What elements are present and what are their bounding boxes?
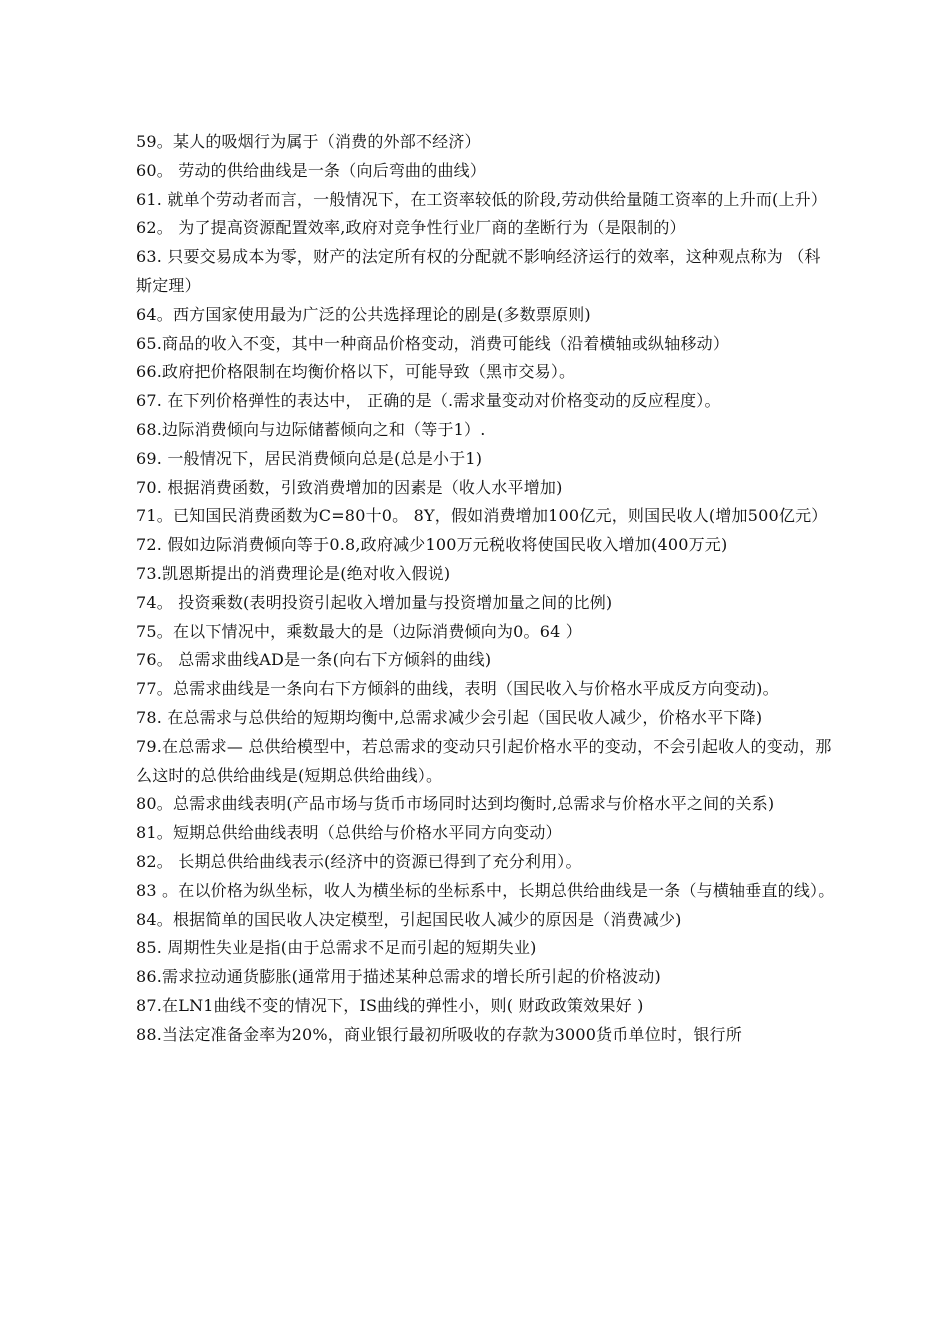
- item-84: 84。根据简单的国民收人决定模型，引起国民收人减少的原因是（消费减少): [136, 909, 682, 929]
- item-79: 79.在总需求— 总供给模型中，若总需求的变动只引起价格水平的变动，不会引起收人的变动，那么这时的总供给曲线是(短期总供给曲线）。: [136, 736, 832, 785]
- item-61: 61. 就单个劳动者而言，一般情况下，在工资率较低的阶段,劳动供给量随工资率的上升而(上升）: [136, 189, 828, 209]
- item-81: 81。短期总供给曲线表明（总供给与价格水平同方向变动）: [136, 823, 562, 843]
- item-86: 86.需求拉动通货膨胀(通常用于描述某种总需求的增长所引起的价格波动): [136, 967, 661, 987]
- item-78: 78. 在总需求与总供给的短期均衡中,总需求减少会引起（国民收人减少，价格水平下降): [136, 707, 763, 727]
- item-62: 62。 为了提高资源配置效率,政府对竞争性行业厂商的垄断行为（是限制的）: [136, 218, 686, 238]
- item-65: 65.商品的收入不变，其中一种商品价格变动，消费可能线（沿着横轴或纵轴移动）: [136, 333, 730, 353]
- item-60: 60。 劳动的供给曲线是一条（向后弯曲的曲线）: [136, 160, 487, 180]
- item-59: 59。某人的吸烟行为属于（消费的外部不经济）: [136, 132, 481, 151]
- item-74: 74。 投资乘数(表明投资引起收入增加量与投资增加量之间的比例): [136, 592, 613, 612]
- item-80: 80。总需求曲线表明(产品市场与货币市场同时达到均衡时,总需求与价格水平之间的关系): [136, 794, 775, 814]
- item-83: 83 。在以价格为纵坐标，收人为横坐标的坐标系中，长期总供给曲线是一条（与横轴垂直的线）。: [136, 880, 835, 900]
- item-68: 68.边际消费倾向与边际储蓄倾向之和（等于1）.: [136, 419, 486, 439]
- item-66: 66.政府把价格限制在均衡价格以下，可能导致（黑市交易）。: [136, 362, 576, 382]
- item-75: 75。在以下情况中，乘数最大的是（边际消费倾向为0。64 ）: [136, 621, 582, 641]
- item-73: 73.凯恩斯提出的消费理论是(绝对收入假说): [136, 563, 451, 583]
- item-64: 64。西方国家使用最为广泛的公共选择理论的剧是(多数票原则): [136, 304, 591, 324]
- item-76: 76。 总需求曲线AD是一条(向右下方倾斜的曲线): [136, 650, 492, 670]
- item-70: 70. 根据消费函数，引致消费增加的因素是（收人水平增加): [136, 477, 563, 497]
- item-82: 82。 长期总供给曲线表示(经济中的资源已得到了充分利用）。: [136, 851, 582, 871]
- item-77: 77。总需求曲线是一条向右下方倾斜的曲线，表明（国民收入与价格水平成反方向变动)。: [136, 679, 779, 699]
- item-72: 72. 假如边际消费倾向等于0.8,政府减少100万元税收将使国民收入增加(400万元): [136, 535, 728, 555]
- item-71: 71。已知国民消费函数为C=80十0。 8Y，假如消费增加100亿元，则国民收人(增加500亿元）: [136, 506, 828, 526]
- item-63: 63. 只要交易成本为零，财产的法定所有权的分配就不影响经济运行的效率，这种观点称为 （科斯定理）: [136, 247, 821, 295]
- item-69: 69. 一般情况下，居民消费倾向总是(总是小于1): [136, 448, 483, 468]
- item-88: 88.当法定准备金率为20%，商业银行最初所吸收的存款为3000货币单位时，银行所: [136, 1024, 742, 1044]
- item-87: 87.在LN1曲线不变的情况下，IS曲线的弹性小，则( 财政政策效果好 ): [136, 995, 644, 1015]
- item-67: 67. 在下列价格弹性的表达中， 正确的是（.需求量变动对价格变动的反应程度）。: [136, 391, 721, 411]
- document-body: [136, 128, 836, 1050]
- item-85: 85. 周期性失业是指(由于总需求不足而引起的短期失业): [136, 938, 537, 958]
